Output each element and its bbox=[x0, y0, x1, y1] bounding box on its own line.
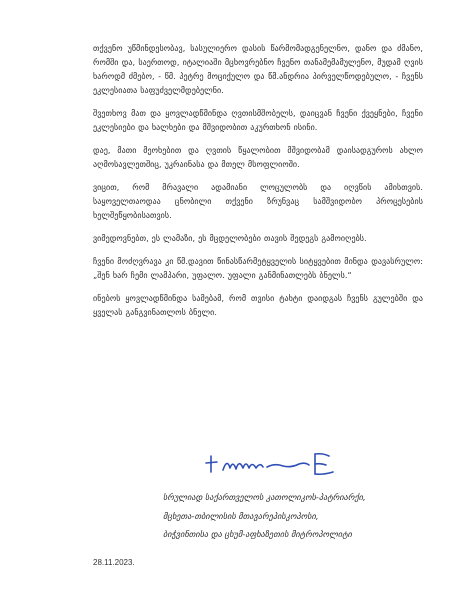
letter-paragraph: დაე, მათი მეოხებით და ღვთის წყალობით მშვიდობამ დაისადგუროს ახლო აღმოსავლეთშიც, უკრაინასა და მთელ მსოფლიოში. bbox=[93, 146, 423, 169]
letter-paragraph: თქვენო უწმინდესობავ, სასულიერო დასის წარმომადგენელნო, დანო და ძმანო, რომში და, საერთოდ, იტალიაში მცხოვრებნო ჩვენო თანამემამულენო, მუდამ ღვის ხაროდმ ძმებო, - წმ. პეტრე მოციქულო და წმ.ანდრია პირველწოდებულო, - ჩვენს ეკლესიათა საფუძველმდებელნი. bbox=[93, 44, 423, 95]
letter-date: 28.11.2023. bbox=[93, 558, 135, 567]
signatory-title-line: ბიჭვინთისა და ცხუმ-აფხაზეთის მიტროპოლიტი bbox=[163, 529, 352, 539]
signatory-title-line: სრულიად საქართველოს კათოლიკოს-პატრიარქი, bbox=[163, 492, 366, 502]
signatory-block bbox=[163, 488, 433, 544]
signatory-title-line: მცხეთა-თბილისის მთავარეპისკოპოსი, bbox=[163, 510, 319, 521]
letter-paragraph: ინებოს ყოვლადწმინდა სამებამ, რომ თვისი ტახტი დაიდგას ჩვენს გულებში და ყველას განგვინათლოს ბნელი. bbox=[93, 294, 423, 317]
letter-paragraph: ვიცით, რომ მრავალი ადამიანი ლოცულობს და იღვწის ამისთვის. საყოველთაოდაა ცნობილი თქვენი ზრუნვაც სამშვიდობო პროცესების ხელშეწყობისათვის. bbox=[93, 183, 423, 220]
letter-paragraph: ვიმედოვნებთ, ეს ლამაზი, ეს მცდელობები თავის შედეგს გამოიღებს. bbox=[93, 234, 367, 243]
letter-paragraph: შვეთხოვ მათ და ყოვლადწმინდა ღვთისმშობელს, დაიცვან ჩვენი ქვეყნები, ჩვენი ეკლესიები და ხალხები და მშვიდობით აკურთხონ ისინი. bbox=[93, 109, 423, 132]
letter-paragraph: ჩვენი მოძღვრავა კი წმ.დავით წინასწარმეტყველის სიტყვებით მინდა დავასრულო: „შენ ხარ ჩემი ლამპარი, უფალო. უფალი განმინათლებს ბნელს.“ bbox=[93, 257, 423, 280]
handwritten-signature bbox=[205, 450, 345, 478]
letter-body bbox=[93, 42, 423, 329]
